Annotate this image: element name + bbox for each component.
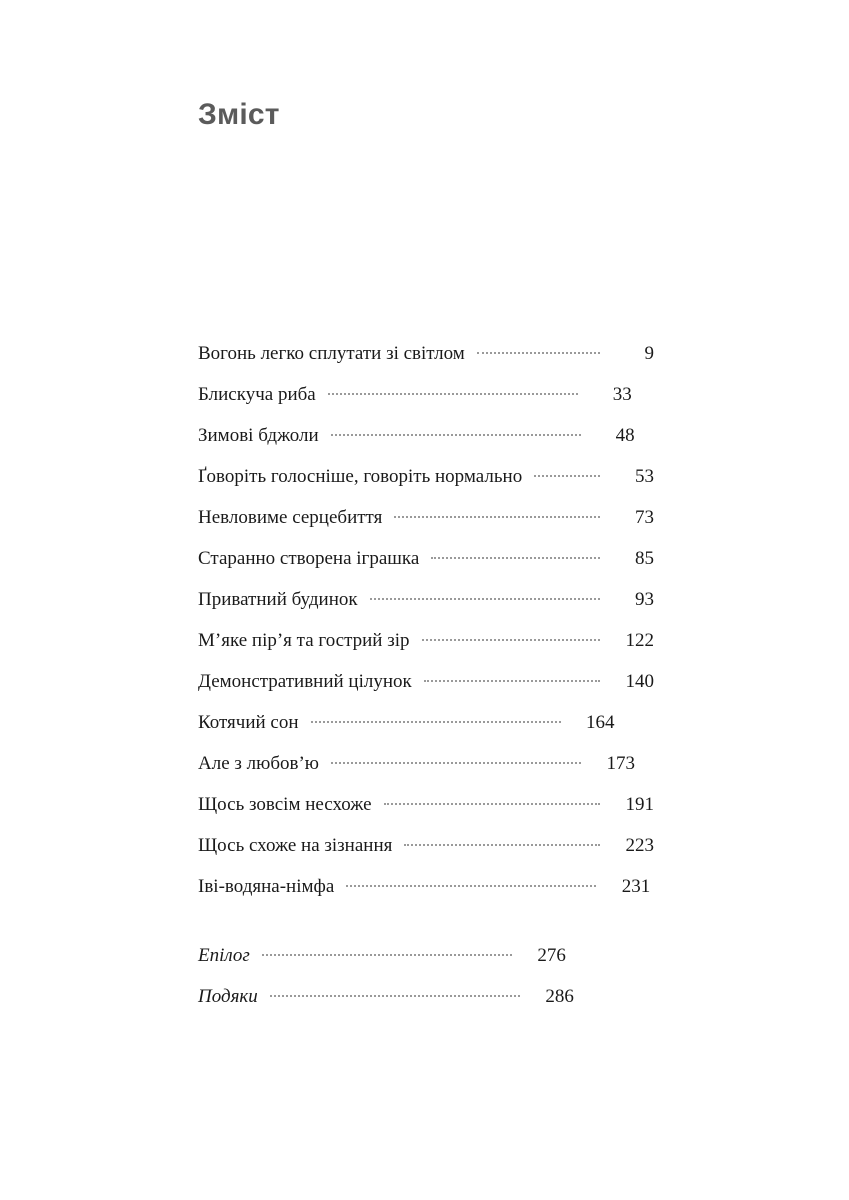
toc-entry[interactable]: [198, 705, 654, 746]
dot-leader: [404, 844, 600, 846]
toc-entry-epilogue[interactable]: [198, 938, 654, 979]
toc-entry[interactable]: [198, 746, 654, 787]
dot-leader: [384, 803, 600, 805]
dot-leader: [370, 598, 600, 600]
toc-entry[interactable]: [198, 664, 654, 705]
toc-entry-title: Приватний будинок: [198, 589, 358, 610]
dot-leader: [331, 434, 581, 436]
dot-leader: [346, 885, 596, 887]
dot-leader: [262, 954, 512, 956]
section-gap: [198, 910, 654, 938]
dot-leader: [534, 475, 600, 477]
toc-entry-title: Іві-водяна-німфа: [198, 876, 335, 897]
toc-entry-page: 286: [545, 986, 574, 1007]
toc-entry-page: 276: [537, 945, 566, 966]
dot-leader: [328, 393, 578, 395]
toc-entry[interactable]: [198, 459, 654, 500]
toc-entry-title: Старанно створена іграшка: [198, 548, 420, 569]
dot-leader: [331, 762, 581, 764]
toc-entry-page: 93: [635, 589, 654, 610]
toc-entry[interactable]: [198, 336, 654, 377]
dot-leader: [477, 352, 600, 354]
toc-entry-title: Вогонь легко сплутати зі світлом: [198, 343, 465, 364]
toc-entry-title: Зимові бджоли: [198, 425, 319, 446]
toc-entry-title: Блискуча риба: [198, 384, 316, 405]
dot-leader: [424, 680, 600, 682]
dot-leader: [431, 557, 600, 559]
toc-entry-page: 173: [606, 753, 635, 774]
toc-entry[interactable]: [198, 828, 654, 869]
toc-entry-page: 122: [625, 630, 654, 651]
toc-entry-title: Ґоворіть голосніше, говоріть нормально: [198, 466, 523, 487]
toc-entry-title: М’яке пір’я та гострий зір: [198, 630, 410, 651]
toc-entry[interactable]: [198, 500, 654, 541]
toc-entry-title: Невловиме серцебиття: [198, 507, 383, 528]
toc-entry[interactable]: [198, 418, 654, 459]
toc-entry-page: 191: [625, 794, 654, 815]
table-of-contents: [198, 336, 654, 1020]
toc-entry-page: 140: [625, 671, 654, 692]
toc-entry-title: Подяки: [198, 986, 258, 1007]
toc-entry-page: 53: [635, 466, 654, 487]
dot-leader: [270, 995, 520, 997]
toc-entry-title: Але з любов’ю: [198, 753, 319, 774]
page-title: Зміст: [198, 98, 280, 131]
toc-entry-acknowledgements[interactable]: [198, 979, 654, 1020]
toc-entry[interactable]: [198, 377, 654, 418]
toc-entry-page: 231: [621, 876, 651, 897]
toc-entry-page: 164: [586, 712, 615, 733]
toc-entry-page: 73: [635, 507, 654, 528]
toc-entry-title: Щось зовсім несхоже: [198, 794, 372, 815]
toc-entry-title: Щось схоже на зізнання: [198, 835, 393, 856]
dot-leader: [394, 516, 600, 518]
toc-entry-page: 48: [615, 425, 635, 446]
dot-leader: [422, 639, 600, 641]
toc-entry-title: Котячий сон: [198, 712, 299, 733]
toc-entry[interactable]: [198, 541, 654, 582]
toc-entry-page: 85: [635, 548, 654, 569]
toc-entry-title: Демонстративний цілунок: [198, 671, 412, 692]
toc-entry-page: 223: [625, 835, 654, 856]
toc-entry[interactable]: [198, 787, 654, 828]
toc-entry[interactable]: [198, 869, 654, 910]
toc-entry[interactable]: [198, 623, 654, 664]
toc-entry[interactable]: [198, 582, 654, 623]
toc-entry-page: 33: [612, 384, 632, 405]
toc-entry-page: 9: [644, 343, 654, 364]
toc-entry-title: Епілог: [198, 945, 250, 966]
dot-leader: [311, 721, 561, 723]
